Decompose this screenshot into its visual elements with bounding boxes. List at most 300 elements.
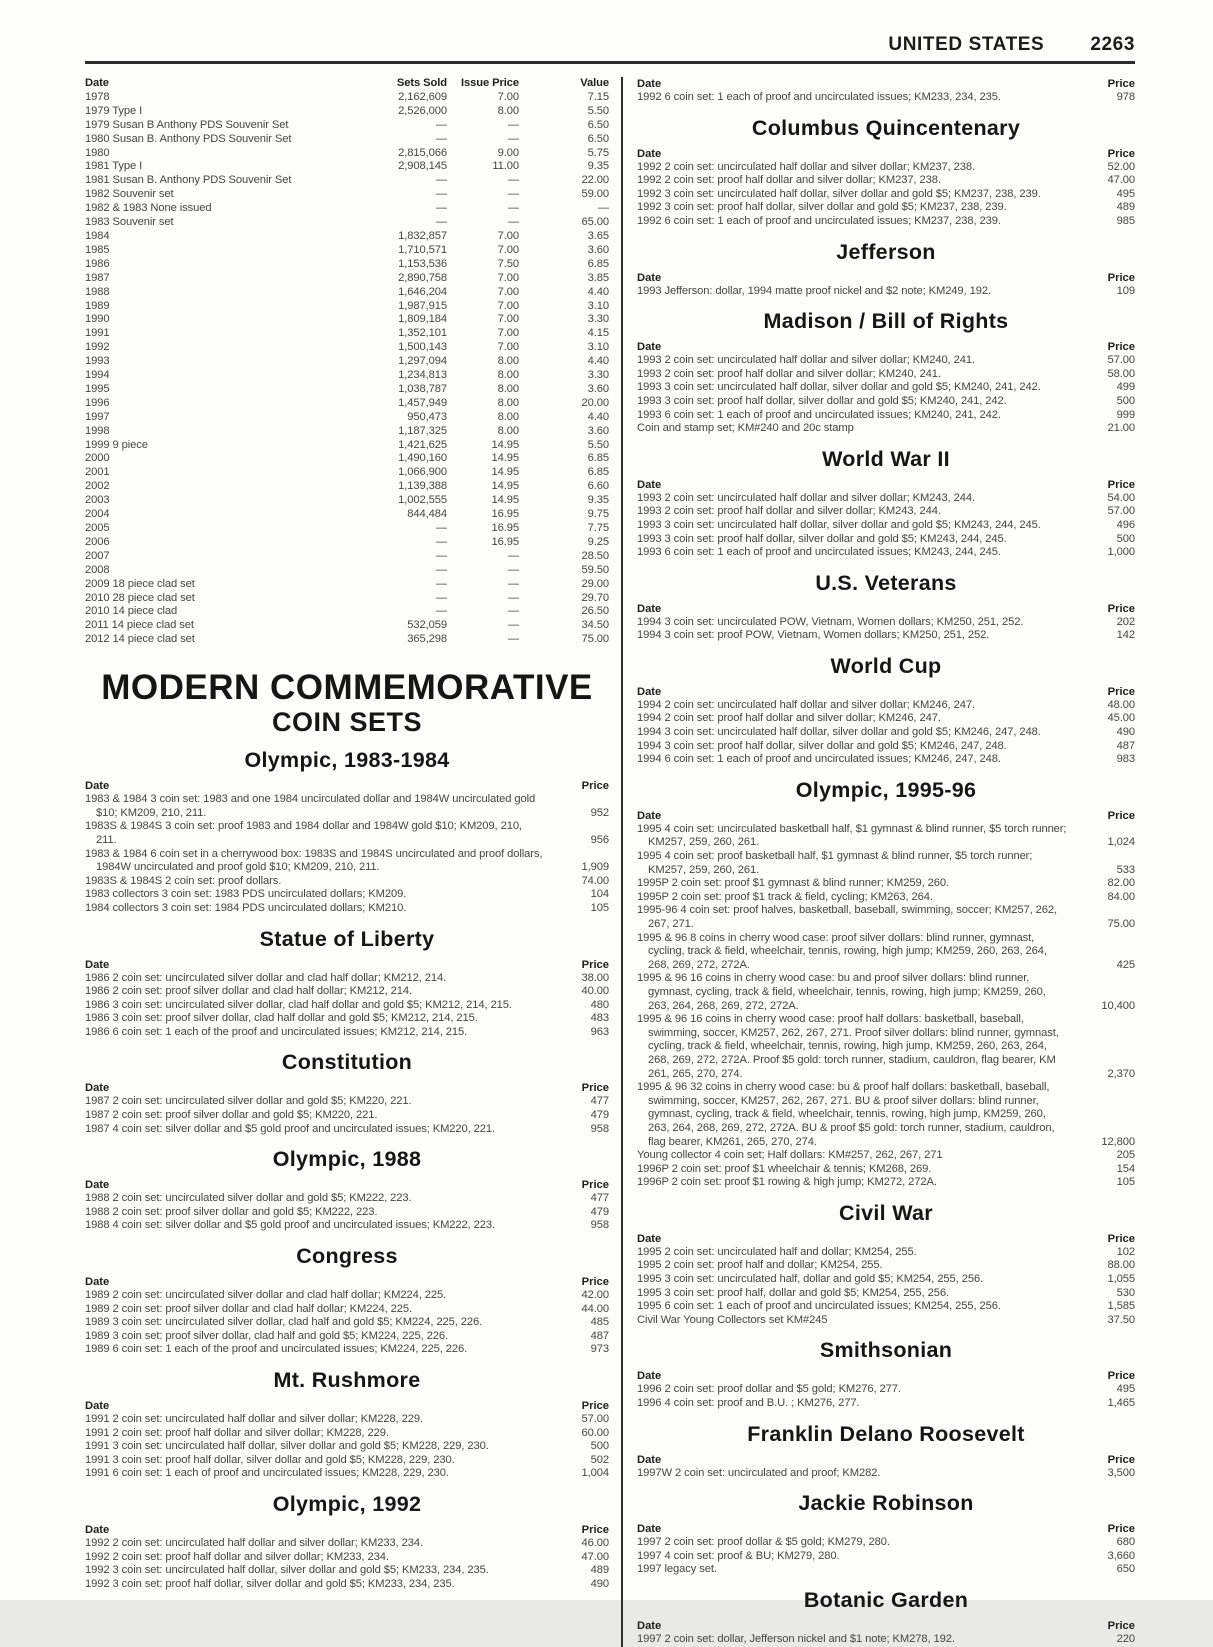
table-row bbox=[85, 397, 609, 411]
entry-price: 1,024 bbox=[1107, 836, 1135, 849]
price-column-header: Price bbox=[1107, 1453, 1135, 1466]
table-row bbox=[85, 188, 609, 202]
entry-row bbox=[85, 1537, 609, 1551]
cell-issue-price: — bbox=[507, 174, 519, 187]
entry-price: 958 bbox=[590, 1122, 609, 1135]
entry-description: 1992 3 coin set: uncirculated half dollar, silver dollar and gold $5; KM233, 234, 235. bbox=[85, 1564, 489, 1577]
entry-description: 1997W 2 coin set: uncirculated and proof; KM282. bbox=[637, 1466, 881, 1479]
entry-description: 1989 3 coin set: uncirculated silver dollar, clad half and gold $5; KM224, 225, 226. bbox=[85, 1316, 483, 1329]
entry-description: 1996 4 coin set: proof and B.U. ; KM276, 277. bbox=[637, 1397, 860, 1410]
cell-sets-sold: 1,809,184 bbox=[398, 313, 447, 326]
entry-row bbox=[637, 492, 1135, 506]
entry-price: 1,909 bbox=[581, 861, 609, 874]
table-row bbox=[85, 494, 609, 508]
cell-value: 5.50 bbox=[587, 438, 609, 451]
price-column-header: Price bbox=[1107, 271, 1135, 284]
table-row bbox=[85, 383, 609, 397]
cell-date: 1994 bbox=[85, 369, 110, 382]
entry-row bbox=[637, 904, 1135, 931]
entry-price: 502 bbox=[590, 1453, 609, 1466]
cell-value: 3.30 bbox=[587, 313, 609, 326]
cell-date: 1980 Susan B. Anthony PDS Souvenir Set bbox=[85, 132, 292, 145]
table-row bbox=[85, 258, 609, 272]
entry-price: 495 bbox=[1116, 1383, 1135, 1396]
date-column-header: Date bbox=[85, 958, 110, 971]
cell-issue-price: 7.00 bbox=[497, 243, 519, 256]
entry-description: 1984 collectors 3 coin set: 1984 PDS uncirculated dollars; KM210. bbox=[85, 901, 407, 914]
cell-issue-price: — bbox=[507, 591, 519, 604]
entry-row bbox=[637, 422, 1135, 436]
cell-sets-sold: — bbox=[435, 174, 447, 187]
entry-price: 47.00 bbox=[1107, 174, 1135, 187]
cell-value: 6.85 bbox=[587, 452, 609, 465]
cell-sets-sold: — bbox=[435, 605, 447, 618]
date-column-header: Date bbox=[637, 602, 662, 615]
entry-price: 496 bbox=[1116, 518, 1135, 531]
table-row bbox=[85, 425, 609, 439]
entry-row bbox=[637, 1259, 1135, 1273]
entry-description: 1986 2 coin set: proof silver dollar and clad half dollar; KM212, 214. bbox=[85, 985, 412, 998]
cell-issue-price: 7.00 bbox=[497, 313, 519, 326]
entry-row bbox=[637, 753, 1135, 767]
entry-price: 487 bbox=[590, 1329, 609, 1342]
entry-price: 60.00 bbox=[581, 1426, 609, 1439]
cell-sets-sold: 1,187,325 bbox=[398, 424, 447, 437]
section-column-headers bbox=[637, 685, 1135, 699]
table-row bbox=[85, 355, 609, 369]
cell-value: 65.00 bbox=[581, 216, 609, 229]
cell-date: 2000 bbox=[85, 452, 110, 465]
entry-price: 45.00 bbox=[1107, 712, 1135, 725]
date-column-header: Date bbox=[637, 78, 662, 90]
table-header-row bbox=[85, 77, 609, 91]
section-title: Franklin Delano Roosevelt bbox=[747, 1421, 1025, 1446]
price-column-header: Price bbox=[581, 780, 609, 793]
section-column-headers bbox=[85, 958, 609, 972]
entry-row bbox=[637, 877, 1135, 891]
table-row bbox=[85, 369, 609, 383]
entry-description: 1986 2 coin set: uncirculated silver dollar and clad half dollar; KM212, 214. bbox=[85, 971, 447, 984]
cell-issue-price: — bbox=[507, 619, 519, 632]
cell-value: 3.10 bbox=[587, 299, 609, 312]
entry-description: 1995P 2 coin set: proof $1 gymnast & blind runner; KM259, 260. bbox=[637, 877, 950, 890]
table-row bbox=[85, 578, 609, 592]
section-title: Congress bbox=[296, 1244, 398, 1269]
entry-row bbox=[85, 1427, 609, 1441]
entry-row bbox=[637, 972, 1135, 1013]
cell-date: 1982 Souvenir set bbox=[85, 188, 174, 201]
entry-price: 74.00 bbox=[581, 874, 609, 887]
cell-date: 1988 bbox=[85, 285, 110, 298]
entry-row bbox=[637, 699, 1135, 713]
cell-date: 2009 18 piece clad set bbox=[85, 577, 195, 590]
section-column-headers bbox=[637, 77, 1135, 91]
entry-price: 479 bbox=[590, 1205, 609, 1218]
section-column-headers bbox=[637, 1619, 1135, 1633]
section-title: World Cup bbox=[830, 653, 942, 678]
entry-description: 1997 legacy set. bbox=[637, 1563, 717, 1576]
entry-row bbox=[637, 174, 1135, 188]
continued-section bbox=[637, 77, 1135, 105]
entry-row bbox=[85, 1454, 609, 1468]
cell-value: 59.00 bbox=[581, 188, 609, 201]
date-column-header: Date bbox=[637, 271, 662, 284]
cell-date: 1997 bbox=[85, 410, 110, 423]
entry-price: 75.00 bbox=[1107, 918, 1135, 930]
price-column-header: Price bbox=[581, 958, 609, 971]
cell-value: 3.60 bbox=[587, 382, 609, 395]
section-title: Olympic, 1992 bbox=[272, 1491, 422, 1516]
cell-value: 6.50 bbox=[587, 132, 609, 145]
price-column-header: Price bbox=[1107, 78, 1135, 90]
entry-row bbox=[85, 1289, 609, 1303]
section-column-headers bbox=[85, 779, 609, 793]
entry-description: Civil War Young Collectors set KM#245 bbox=[637, 1313, 828, 1326]
cell-sets-sold: — bbox=[435, 188, 447, 201]
column-header: Issue Price bbox=[461, 77, 519, 89]
cell-date: 1995 bbox=[85, 382, 110, 395]
entry-price: 978 bbox=[1116, 91, 1135, 103]
cell-sets-sold: 365,298 bbox=[407, 633, 447, 646]
section-title: Madison / Bill of Rights bbox=[763, 309, 1009, 334]
entry-description: 1986 3 coin set: proof silver dollar, clad half dollar and gold $5; KM212, 214, 215. bbox=[85, 1012, 478, 1025]
entry-row bbox=[637, 368, 1135, 382]
entry-description: 1995 3 coin set: uncirculated half, dollar and gold $5; KM254, 255, 256. bbox=[637, 1273, 984, 1286]
cell-sets-sold: — bbox=[435, 132, 447, 145]
cell-issue-price: 11.00 bbox=[492, 160, 519, 173]
cell-date: 1978 bbox=[85, 90, 110, 103]
entry-description: 1995 & 96 16 coins in cherry wood case: proof half dollars: basketball, baseball, swimming, soccer, KM257, 262, 267, 271. Proof silver dollars: blind runner, gymnast, cycling, track & field, wheelchair, tennis, rowing, high jump, KM259, 260, 263, 264, 268, 269, 272, 272A. Proof $5 gold: torch runner, stadium, cauldron, flag bearer, KM 261, 265, 270, 274. bbox=[637, 1013, 1059, 1080]
cell-date: 1983 Souvenir set bbox=[85, 216, 174, 229]
cell-issue-price: 7.00 bbox=[497, 229, 519, 242]
entry-price: 40.00 bbox=[581, 985, 609, 998]
entry-row bbox=[85, 793, 609, 820]
entry-description: 1993 Jefferson: dollar, 1994 matte proof nickel and $2 note; KM249, 192. bbox=[637, 284, 991, 297]
column-divider bbox=[621, 77, 623, 1647]
date-column-header: Date bbox=[637, 147, 662, 160]
page-title: UNITED STATES bbox=[888, 34, 1045, 55]
section-column-headers bbox=[637, 1232, 1135, 1246]
cell-value: 3.60 bbox=[587, 424, 609, 437]
entry-description: 1983 & 1984 3 coin set: 1983 and one 1984 uncirculated dollar and 1984W uncirculated gold $10; KM209, 210, 211. bbox=[85, 793, 536, 819]
cell-issue-price: — bbox=[507, 563, 519, 576]
cell-sets-sold: — bbox=[435, 549, 447, 562]
entry-description: 1987 2 coin set: proof silver dollar and gold $5; KM220, 221. bbox=[85, 1109, 378, 1122]
entry-price: 490 bbox=[1116, 726, 1135, 739]
entry-description: 1993 2 coin set: uncirculated half dollar and silver dollar; KM243, 244. bbox=[637, 491, 975, 504]
entry-row bbox=[637, 891, 1135, 905]
cell-date: 2001 bbox=[85, 466, 110, 479]
entry-price: 10,400 bbox=[1101, 999, 1135, 1012]
left-column bbox=[85, 77, 609, 1647]
entry-row bbox=[637, 285, 1135, 299]
entry-row bbox=[637, 1300, 1135, 1314]
entry-description: 1983 & 1984 6 coin set in a cherrywood box: 1983S and 1984S uncirculated and proof dollars, 1984W uncirculated and proof gold $10; KM209, 210, 211. bbox=[85, 847, 543, 874]
entry-price: 495 bbox=[1116, 187, 1135, 200]
cell-date: 2010 28 piece clad set bbox=[85, 591, 195, 604]
date-column-header: Date bbox=[85, 1276, 110, 1289]
entry-description: 1993 2 coin set: proof half dollar and silver dollar; KM240, 241. bbox=[637, 367, 941, 380]
cell-value: 7.75 bbox=[587, 522, 609, 534]
cell-sets-sold: 1,153,536 bbox=[398, 257, 447, 270]
entry-row bbox=[637, 505, 1135, 519]
entry-price: 680 bbox=[1116, 1536, 1135, 1549]
entry-row bbox=[637, 519, 1135, 533]
entry-price: 2,370 bbox=[1107, 1067, 1135, 1080]
cell-value: 75.00 bbox=[581, 633, 609, 646]
cell-value: 4.15 bbox=[587, 327, 609, 340]
price-column-header: Price bbox=[581, 1400, 609, 1412]
table-row bbox=[85, 550, 609, 564]
entry-price: 42.00 bbox=[581, 1289, 609, 1302]
cell-issue-price: 16.95 bbox=[491, 508, 519, 521]
cell-date: 1996 bbox=[85, 396, 110, 409]
section-title: U.S. Veterans bbox=[815, 570, 957, 595]
cell-sets-sold: — bbox=[435, 535, 447, 548]
cell-date: 1999 9 piece bbox=[85, 438, 148, 451]
header-rule bbox=[85, 61, 1135, 64]
entry-price: 205 bbox=[1116, 1149, 1135, 1162]
entry-price: 104 bbox=[590, 888, 609, 901]
entry-price: 499 bbox=[1116, 381, 1135, 394]
cell-sets-sold: 2,815,066 bbox=[398, 146, 447, 159]
entry-price: 1,000 bbox=[1107, 546, 1135, 559]
cell-issue-price: 14.95 bbox=[491, 480, 519, 493]
cell-date: 2010 14 piece clad bbox=[85, 605, 178, 618]
price-column-header: Price bbox=[1107, 1370, 1135, 1383]
entry-price: 650 bbox=[1116, 1563, 1135, 1576]
entry-description: Young collector 4 coin set; Half dollars: KM#257, 262, 267, 271 bbox=[637, 1149, 943, 1162]
right-sections bbox=[637, 116, 1135, 1647]
table-row bbox=[85, 119, 609, 133]
cell-sets-sold: 1,500,143 bbox=[398, 341, 447, 354]
entry-price: 477 bbox=[590, 1095, 609, 1108]
entry-row bbox=[637, 932, 1135, 973]
entry-description: 1995 2 coin set: proof half and dollar; KM254, 255. bbox=[637, 1259, 883, 1272]
entry-row bbox=[637, 1149, 1135, 1163]
entry-row bbox=[637, 215, 1135, 229]
cell-sets-sold: 2,908,145 bbox=[398, 160, 447, 173]
entry-price: 57.00 bbox=[581, 1413, 609, 1425]
two-column-layout bbox=[85, 77, 1135, 1647]
left-sections bbox=[85, 748, 609, 1591]
entry-description: 1983S & 1984S 2 coin set: proof dollars. bbox=[85, 874, 282, 887]
entry-description: 1994 3 coin set: uncirculated half dollar, silver dollar and gold $5; KM246, 247, 248. bbox=[637, 726, 1041, 739]
cell-value: 5.75 bbox=[587, 146, 609, 159]
entry-price: 956 bbox=[590, 833, 609, 846]
cell-sets-sold: — bbox=[435, 522, 447, 534]
cell-value: 4.40 bbox=[587, 285, 609, 298]
section-title: Columbus Quincentenary bbox=[751, 115, 1021, 140]
table-row bbox=[85, 272, 609, 286]
cell-issue-price: 8.00 bbox=[497, 369, 519, 382]
cell-date: 1985 bbox=[85, 243, 110, 256]
price-column-header: Price bbox=[1107, 809, 1135, 822]
entry-description: 1996P 2 coin set: proof $1 rowing & high jump; KM272, 272A. bbox=[637, 1176, 937, 1189]
section-column-headers bbox=[637, 271, 1135, 285]
table-row bbox=[85, 174, 609, 188]
entry-price: 12,800 bbox=[1101, 1135, 1135, 1148]
table-row bbox=[85, 244, 609, 258]
entry-description: 1995 3 coin set: proof half, dollar and gold $5; KM254, 255, 256. bbox=[637, 1286, 949, 1299]
section-column-headers bbox=[85, 1081, 609, 1095]
entry-description: 1987 4 coin set: silver dollar and $5 gold proof and uncirculated issues; KM220, 221. bbox=[85, 1122, 496, 1135]
entry-description: 1983 collectors 3 coin set: 1983 PDS uncirculated dollars; KM209. bbox=[85, 888, 407, 901]
cell-date: 1981 Susan B. Anthony PDS Souvenir Set bbox=[85, 174, 292, 187]
cell-issue-price: 7.00 bbox=[497, 285, 519, 298]
entry-price: 84.00 bbox=[1107, 890, 1135, 903]
entry-description: 1994 2 coin set: uncirculated half dollar and silver dollar; KM246, 247. bbox=[637, 698, 975, 711]
cell-sets-sold: — bbox=[435, 202, 447, 215]
table-row bbox=[85, 592, 609, 606]
cell-sets-sold: 2,162,609 bbox=[398, 90, 447, 103]
entry-price: 154 bbox=[1116, 1162, 1135, 1175]
entry-row bbox=[637, 1467, 1135, 1481]
entry-price: 1,465 bbox=[1107, 1397, 1135, 1410]
entry-row bbox=[637, 823, 1135, 850]
section-title: Botanic Garden bbox=[803, 1588, 969, 1612]
cell-issue-price: — bbox=[507, 118, 519, 131]
entry-row bbox=[85, 875, 609, 889]
table-row bbox=[85, 466, 609, 480]
entry-description: 1994 3 coin set: proof POW, Vietnam, Women dollars; KM250, 251, 252. bbox=[637, 629, 990, 642]
entry-price: 958 bbox=[590, 1219, 609, 1232]
cell-issue-price: 16.95 bbox=[491, 522, 519, 534]
entry-row bbox=[637, 1163, 1135, 1177]
entry-row bbox=[637, 533, 1135, 547]
cell-date: 2006 bbox=[85, 535, 110, 548]
date-column-header: Date bbox=[637, 1232, 662, 1245]
entry-row bbox=[637, 1383, 1135, 1397]
cell-date: 1982 & 1983 None issued bbox=[85, 202, 212, 215]
price-column-header: Price bbox=[1107, 1523, 1135, 1536]
entry-description: 1994 2 coin set: proof half dollar and silver dollar; KM246, 247. bbox=[637, 712, 941, 725]
cell-date: 1991 bbox=[85, 327, 110, 340]
entry-price: 952 bbox=[590, 806, 609, 819]
entry-description: 1997 2 coin set: proof dollar & $5 gold; KM279, 280. bbox=[637, 1536, 890, 1549]
main-title bbox=[85, 669, 609, 737]
entry-row bbox=[637, 1314, 1135, 1328]
cell-date: 1986 bbox=[85, 257, 110, 270]
entry-row bbox=[85, 1578, 609, 1592]
entry-price: 38.00 bbox=[581, 971, 609, 984]
price-column-header: Price bbox=[1107, 602, 1135, 615]
entry-description: 1995-96 4 coin set: proof halves, basketball, baseball, swimming, soccer; KM257, 262, 267, 271. bbox=[637, 904, 1057, 930]
price-column-header: Price bbox=[581, 1082, 609, 1095]
cell-value: 9.35 bbox=[587, 494, 609, 507]
cell-date: 1979 Susan B Anthony PDS Souvenir Set bbox=[85, 118, 289, 131]
cell-date: 2008 bbox=[85, 563, 110, 576]
cell-sets-sold: 1,832,857 bbox=[398, 229, 447, 242]
table-row bbox=[85, 633, 609, 647]
entry-description: 1995P 2 coin set: proof $1 track & field, cycling; KM263, 264. bbox=[637, 890, 933, 903]
section-column-headers bbox=[85, 1523, 609, 1537]
entry-row bbox=[637, 1081, 1135, 1149]
entry-price: 3,500 bbox=[1107, 1466, 1135, 1479]
entry-price: 54.00 bbox=[1107, 491, 1135, 504]
entry-description: 1983S & 1984S 3 coin set: proof 1983 and 1984 dollar and 1984W gold $10; KM209, 210, 211. bbox=[85, 820, 522, 846]
entry-row bbox=[85, 1012, 609, 1026]
cell-date: 1993 bbox=[85, 355, 110, 368]
entry-row bbox=[637, 354, 1135, 368]
entry-description: 1995 & 96 16 coins in cherry wood case: bu and proof silver dollars: blind runner, gymnast, cycling, track & field, wheelchair, tennis, rowing, high jump; KM259, 260, 263, 264, 268, 269, 272, 272A. bbox=[637, 972, 1046, 1012]
entry-price: 102 bbox=[1116, 1245, 1135, 1258]
entry-description: 1995 6 coin set: 1 each of proof and uncirculated issues; KM254, 255, 256. bbox=[637, 1300, 1001, 1313]
cell-value: 6.85 bbox=[587, 257, 609, 270]
entry-price: 1,585 bbox=[1107, 1300, 1135, 1313]
entry-price: 105 bbox=[1116, 1176, 1135, 1189]
entry-row bbox=[637, 616, 1135, 630]
entry-description: 1991 2 coin set: proof half dollar and silver dollar; KM228, 229. bbox=[85, 1426, 389, 1439]
cell-sets-sold: 1,297,094 bbox=[398, 355, 447, 368]
entry-row bbox=[85, 1123, 609, 1137]
entry-price: 47.00 bbox=[581, 1550, 609, 1563]
entry-price: 1,055 bbox=[1107, 1273, 1135, 1286]
cell-date: 2002 bbox=[85, 480, 110, 493]
section-title: Mt. Rushmore bbox=[273, 1368, 421, 1392]
entry-description: 1994 6 coin set: 1 each of proof and uncirculated issues; KM246, 247, 248. bbox=[637, 753, 1001, 766]
cell-value: 26.50 bbox=[581, 605, 609, 618]
date-column-header: Date bbox=[637, 1453, 662, 1466]
section-column-headers bbox=[85, 1399, 609, 1413]
entry-row bbox=[637, 381, 1135, 395]
cell-value: 34.50 bbox=[581, 619, 609, 632]
entry-price: 480 bbox=[590, 998, 609, 1011]
cell-sets-sold: 1,490,160 bbox=[398, 452, 447, 465]
cell-sets-sold: 1,002,555 bbox=[398, 494, 447, 507]
table-row bbox=[85, 313, 609, 327]
entry-price: 82.00 bbox=[1107, 877, 1135, 890]
right-column bbox=[637, 77, 1135, 1647]
entry-row bbox=[85, 1026, 609, 1040]
entry-description: 1988 4 coin set: silver dollar and $5 gold proof and uncirculated issues; KM222, 223. bbox=[85, 1219, 496, 1232]
section-title: Olympic, 1988 bbox=[272, 1147, 422, 1172]
table-row bbox=[85, 564, 609, 578]
entry-description: 1995 2 coin set: uncirculated half and dollar; KM254, 255. bbox=[637, 1245, 917, 1258]
cell-date: 1987 bbox=[85, 271, 110, 284]
entry-description: 1997 2 coin set: dollar, Jefferson nickel and $1 note; KM278, 192. bbox=[637, 1633, 955, 1645]
cell-issue-price: — bbox=[507, 605, 519, 618]
entry-price: 88.00 bbox=[1107, 1259, 1135, 1272]
entry-row bbox=[637, 629, 1135, 643]
price-column-header: Price bbox=[581, 1523, 609, 1536]
entry-price: 37.50 bbox=[1107, 1313, 1135, 1326]
cell-date: 1981 Type I bbox=[85, 160, 143, 173]
cell-value: 9.25 bbox=[587, 535, 609, 548]
entry-row bbox=[85, 972, 609, 986]
section-title: Civil War bbox=[839, 1200, 933, 1225]
price-column-header: Price bbox=[1107, 341, 1135, 354]
section-title: Statue of Liberty bbox=[259, 926, 435, 951]
entry-row bbox=[637, 201, 1135, 215]
cell-value: — bbox=[597, 202, 609, 215]
table-row bbox=[85, 286, 609, 300]
entry-row bbox=[85, 985, 609, 999]
table-row bbox=[85, 147, 609, 161]
entry-row bbox=[85, 1095, 609, 1109]
entry-row bbox=[85, 820, 609, 847]
entry-row bbox=[637, 1287, 1135, 1301]
entry-price: 425 bbox=[1116, 958, 1135, 971]
cell-date: 1984 bbox=[85, 229, 110, 242]
entry-description: 1996P 2 coin set: proof $1 wheelchair & tennis; KM268, 269. bbox=[637, 1162, 932, 1175]
entry-price: 57.00 bbox=[1107, 505, 1135, 518]
cell-sets-sold: 1,710,571 bbox=[398, 243, 447, 256]
cell-date: 1980 bbox=[85, 146, 110, 159]
section-title: Jackie Robinson bbox=[798, 1491, 974, 1516]
entry-row bbox=[637, 1273, 1135, 1287]
cell-issue-price: 14.95 bbox=[491, 494, 519, 507]
